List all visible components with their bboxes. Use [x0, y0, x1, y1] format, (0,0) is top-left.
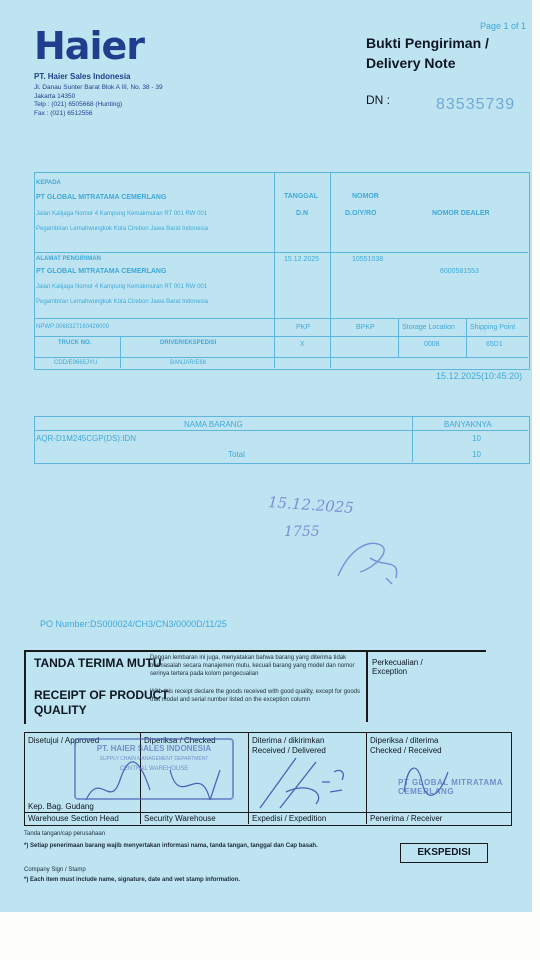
approved-title: Disetujui / Approved: [28, 736, 100, 745]
kepada-label: KEPADA: [36, 180, 61, 186]
stamp-subtext: SUPPLY CHAIN MANAGEMENT DEPARTMENT: [99, 756, 209, 762]
expedition-signature-icon: [256, 752, 360, 812]
note-2: *) Each item must include name, signature, date and wet stamp information.: [24, 877, 241, 883]
npwp: NPWP:0068327160426000: [36, 324, 110, 330]
items-divider: [412, 416, 413, 462]
table-divider: [466, 318, 467, 358]
address-line-2: Jakarta 14350: [34, 92, 76, 100]
kepada-address-1: Jalan Kalijaga Nomor 4 Kampung Kemakmuran RT 001 RW 001: [36, 211, 208, 217]
delivered-title-2: Received / Delivered: [252, 746, 326, 755]
total-qty: 10: [472, 450, 481, 459]
company-address: [34, 84, 163, 118]
bpkp-label: BPKP: [356, 324, 375, 331]
table-row-divider: [34, 318, 528, 319]
kepada-address-2: Pegambiran Lemahwungkuk Kota Cirebon Jawa Barat Indonesia: [36, 226, 209, 232]
print-timestamp: 15.12.2025(10:45:20): [436, 371, 523, 381]
title-line-1: Bukti Pengiriman /: [366, 35, 489, 51]
nomor-sub: D.O/Y/RO: [345, 210, 377, 217]
tanggal-label: TANGGAL: [284, 193, 319, 200]
sign-stamp-label: Tanda tangan/cap perusahaan: [24, 831, 106, 837]
table-row-divider: [34, 336, 528, 337]
handwritten-date: 15.12.2025: [267, 493, 355, 517]
banyaknya-header: BANYAKNYA: [444, 420, 492, 429]
sig-divider: [248, 732, 249, 824]
driver-value: BANJAR/E68: [170, 360, 207, 366]
tanggal-value: 15.12.2025: [284, 256, 320, 263]
received-title-1: Diperiksa / diterima: [370, 736, 439, 745]
table-divider: [274, 172, 275, 368]
nama-barang-header: NAMA BARANG: [184, 420, 243, 429]
stamp-subtext-2: CENTRAL WAREHOUSE: [119, 766, 189, 772]
receipt-text: With this receipt declare the goods received with good quality, except for goods that model and serial number listed on the exception column: [150, 689, 361, 703]
received-foot: Penerima / Receiver: [370, 814, 443, 823]
document-title: [366, 33, 489, 73]
table-divider: [398, 318, 399, 358]
ekspedisi-copy-label: EKSPEDISI: [400, 843, 488, 863]
alamat-address-2: Pegambiran Lemahwungkuk Kota Cirebon Jawa Barat Indonesia: [36, 299, 209, 305]
exception-label: Perkecualian / Exception: [372, 658, 423, 676]
table-divider: [330, 172, 331, 368]
handwritten-time: 1755: [284, 524, 320, 540]
dn-number: 83535739: [436, 96, 516, 113]
driver-signature-icon: [330, 528, 410, 588]
title-line-2: Delivery Note: [366, 55, 456, 71]
checked-title: Diperiksa / Checked: [144, 736, 216, 745]
telephone: Telp : (021) 6505668 (Hunting): [34, 101, 123, 108]
fax: Fax : (021) 6512556: [34, 109, 93, 117]
dn-label: DN :: [366, 93, 390, 107]
nomor-label: NOMOR: [352, 193, 379, 200]
pkp-label: PKP: [296, 324, 311, 331]
receipt-divider: [366, 650, 368, 722]
receiver-stamp: PT GLOBAL MITRATAMA CEMERLANG: [398, 778, 503, 796]
kepada-name: PT GLOBAL MITRATAMA CEMERLANG: [36, 194, 167, 201]
sig-divider: [366, 732, 367, 824]
dealer-value: 6000581553: [440, 268, 479, 275]
truck-label: TRUCK NO.: [58, 340, 92, 346]
item-qty: 10: [472, 434, 481, 443]
receipt-title-1: RECEIPT OF PRODUCT: [34, 688, 169, 702]
tanda-terima-title: TANDA TERIMA MUTU: [34, 656, 162, 670]
dealer-label: NOMOR DEALER: [432, 210, 490, 217]
receiver-signature-icon: [398, 752, 458, 802]
item-name: AQR-D1M245CGP(DS):IDN: [36, 434, 137, 443]
checked-foot: Security Warehouse: [144, 814, 216, 823]
alamat-name: PT GLOBAL MITRATAMA CEMERLANG: [36, 268, 167, 275]
receipt-title-2: QUALITY: [34, 703, 87, 717]
table-divider: [120, 336, 121, 368]
alamat-label: ALAMAT PENGIRIMAN: [36, 256, 101, 262]
storage-label: Storage Location: [402, 324, 455, 331]
total-label: Total: [228, 450, 245, 459]
items-header-divider: [34, 430, 528, 431]
driver-label: DRIVER/EKSPEDISI: [160, 340, 217, 346]
table-row-divider: [34, 357, 528, 358]
received-title-2: Checked / Received: [370, 746, 442, 755]
alamat-address-1: Jalan Kalijaga Nomor 4 Kampung Kemakmuran RT 001 RW 001: [36, 284, 208, 290]
pkp-value: X: [300, 341, 305, 348]
storage-value: 0008: [424, 341, 440, 348]
delivered-title-1: Diterima / dikirimkan: [252, 736, 325, 745]
approved-foot-1: Kep. Bag. Gudang: [28, 802, 94, 811]
haier-logo: Haier: [34, 24, 144, 68]
nomor-value: 10551038: [352, 256, 384, 263]
tanda-terima-text: Dengan lembaran ini juga, menyatakan bahwa barang yang diterima tidak bermasalah secara manajemen mutu, kecuali barang yang model dan nomor serinya tertera pada kolom pengecualian: [150, 655, 355, 677]
shipping-value: 65D1: [486, 341, 503, 348]
po-number: PO Number:DS000024/CH3/CN3/0000D/11/25: [40, 619, 227, 629]
page-number: Page 1 of 1: [480, 21, 527, 31]
approved-foot-2: Warehouse Section Head: [28, 814, 119, 823]
address-line-1: Jl. Danau Sunter Barat Blok A III, No. 38 - 39: [34, 84, 163, 91]
company-name: PT. Haier Sales Indonesia: [34, 72, 131, 81]
company-sign-label: Company Sign / Stamp: [24, 867, 86, 873]
note-1: *) Setiap penerimaan barang wajib menyertakan informasi nama, tanda tangan, tanggal dan Cap basah.: [24, 843, 318, 849]
approver-signature-icon: [80, 750, 240, 814]
shipping-label: Shipping Point: [470, 324, 516, 331]
tanggal-sub: D.N: [296, 210, 309, 217]
table-row-divider: [34, 252, 528, 253]
delivered-foot: Expedisi / Expedition: [252, 814, 327, 823]
truck-value: CDD/E9665JYU: [54, 360, 98, 366]
stamp-text: PT. HAIER SALES INDONESIA: [96, 744, 212, 753]
